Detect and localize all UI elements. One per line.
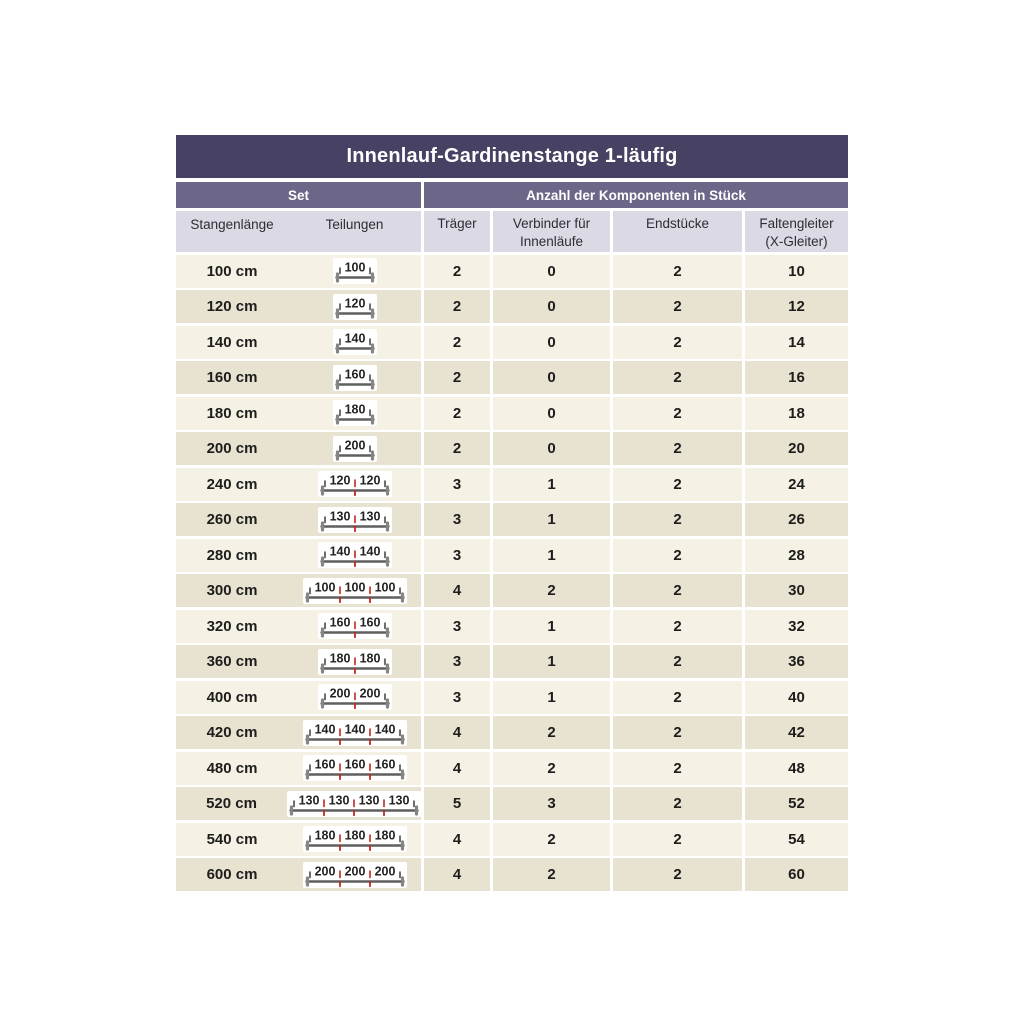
segment-length-label: 130 [329, 509, 350, 523]
rod-division-diagram [333, 294, 377, 320]
rod-division-diagram [287, 791, 421, 817]
verbinder-value: 0 [493, 290, 610, 323]
set-cell [176, 326, 421, 359]
traeger-value: 2 [424, 432, 490, 465]
endstuecke-value: 2 [613, 326, 742, 359]
rod-division-diagram [303, 862, 407, 888]
endstuecke-value: 2 [613, 290, 742, 323]
teilungen-diagram-wrap [288, 542, 421, 568]
endstuecke-value: 2 [613, 468, 742, 501]
set-cell [176, 361, 421, 394]
set-cell [176, 787, 421, 820]
table-row [176, 716, 848, 749]
endstuecke-value: 2 [613, 823, 742, 856]
faltengleiter-value: 20 [745, 432, 848, 465]
stangenlaenge-value: 240 cm [206, 475, 258, 493]
column-header-line: Verbinder für [512, 216, 591, 231]
traeger-value: 2 [424, 397, 490, 430]
verbinder-value: 1 [493, 681, 610, 714]
stangenlaenge-value: 120 cm [206, 298, 258, 315]
teilungen-diagram-wrap [288, 294, 421, 320]
rod-division-diagram [333, 400, 377, 426]
stangenlaenge-value: 600 cm [206, 866, 258, 883]
rod-division-diagram [303, 826, 407, 852]
column-header-endstuecke [613, 211, 742, 252]
endstuecke-value: 2 [613, 539, 742, 572]
teilungen-diagram-wrap [288, 755, 421, 781]
segment-length-label: 200 [344, 438, 365, 452]
table-row [176, 290, 848, 323]
column-header-line: Faltengleiter [759, 216, 834, 231]
faltengleiter-value: 42 [745, 716, 848, 749]
segment-length-label: 160 [329, 615, 350, 630]
faltengleiter-value: 40 [745, 681, 848, 714]
table-row [176, 432, 848, 465]
table-row [176, 397, 848, 430]
segment-length-label: 180 [314, 828, 335, 843]
faltengleiter-value: 18 [745, 397, 848, 430]
endstuecke-value: 2 [613, 574, 742, 607]
rod-division-diagram [318, 649, 392, 675]
table-row [176, 539, 848, 572]
set-cell [176, 681, 421, 714]
stangenlaenge-value: 140 cm [206, 333, 258, 351]
verbinder-value: 2 [493, 716, 610, 749]
teilungen-diagram-wrap [288, 826, 421, 852]
segment-length-label: 120 [359, 473, 380, 488]
verbinder-value: 3 [493, 787, 610, 820]
stangenlaenge-value: 300 cm [206, 582, 258, 599]
table-row [176, 858, 848, 891]
stangenlaenge-value: 480 cm [206, 759, 258, 777]
traeger-value: 2 [424, 255, 490, 288]
verbinder-value: 0 [493, 361, 610, 394]
stangenlaenge-value: 540 cm [206, 830, 258, 848]
set-cell [176, 823, 421, 856]
segment-length-label: 140 [374, 722, 395, 736]
column-header-line: Endstücke [645, 216, 710, 231]
faltengleiter-value: 28 [745, 539, 848, 572]
stangenlaenge-value: 180 cm [206, 404, 258, 422]
set-cell [176, 610, 421, 643]
column-header-teilungen: Teilungen [325, 217, 384, 232]
column-header-verbinder [493, 211, 610, 252]
traeger-value: 2 [424, 326, 490, 359]
teilungen-diagram-wrap [288, 649, 421, 675]
segment-length-label: 200 [329, 686, 350, 701]
verbinder-value: 0 [493, 432, 610, 465]
column-header-line: Innenläufe [519, 234, 584, 249]
section-header-set: Set [176, 182, 421, 208]
table-row [176, 255, 848, 288]
table-row [176, 468, 848, 501]
endstuecke-value: 2 [613, 716, 742, 749]
set-cell [176, 716, 421, 749]
teilungen-diagram-wrap [288, 684, 421, 710]
segment-length-label: 140 [314, 722, 335, 736]
segment-length-label: 160 [359, 615, 380, 630]
verbinder-value: 1 [493, 468, 610, 501]
product-spec-table [176, 135, 848, 894]
traeger-value: 2 [424, 361, 490, 394]
verbinder-value: 2 [493, 858, 610, 891]
traeger-value: 3 [424, 610, 490, 643]
table-row [176, 610, 848, 643]
verbinder-value: 1 [493, 539, 610, 572]
verbinder-value: 1 [493, 503, 610, 536]
set-cell [176, 539, 421, 572]
stangenlaenge-value: 520 cm [206, 795, 257, 812]
endstuecke-value: 2 [613, 645, 742, 678]
table-row [176, 361, 848, 394]
traeger-value: 3 [424, 645, 490, 678]
segment-length-label: 140 [344, 331, 365, 346]
endstuecke-value: 2 [613, 255, 742, 288]
faltengleiter-value: 12 [745, 290, 848, 323]
table-row [176, 787, 848, 820]
stangenlaenge-value: 160 cm [206, 369, 258, 386]
endstuecke-value: 2 [613, 787, 742, 820]
teilungen-diagram-wrap [288, 258, 421, 284]
rod-division-diagram [333, 329, 377, 355]
set-cell [176, 290, 421, 323]
segment-length-label: 120 [344, 296, 365, 310]
segment-length-label: 180 [344, 402, 365, 417]
segment-length-label: 130 [298, 793, 320, 807]
segment-length-label: 180 [359, 651, 380, 665]
segment-length-label: 140 [329, 544, 350, 559]
segment-length-label: 160 [344, 367, 365, 381]
table-title: Innenlauf-Gardinenstange 1-läufig [346, 145, 678, 167]
section-header-row [176, 182, 848, 208]
column-header-row [176, 211, 848, 252]
set-cell [176, 752, 421, 785]
endstuecke-value: 2 [613, 503, 742, 536]
faltengleiter-value: 14 [745, 326, 848, 359]
teilungen-diagram-wrap [288, 507, 421, 533]
table-row [176, 823, 848, 856]
column-header-faltengleiter [745, 211, 848, 252]
stangenlaenge-value: 260 cm [206, 511, 258, 528]
segment-length-label: 160 [314, 757, 335, 772]
traeger-value: 4 [424, 752, 490, 785]
segment-length-label: 140 [359, 544, 380, 559]
set-cell [176, 503, 421, 536]
set-cell [176, 432, 421, 465]
stangenlaenge-value: 280 cm [206, 546, 258, 564]
faltengleiter-value: 30 [745, 574, 848, 607]
endstuecke-value: 2 [613, 361, 742, 394]
faltengleiter-value: 32 [745, 610, 848, 643]
segment-length-label: 160 [344, 757, 365, 772]
rod-division-diagram [303, 755, 407, 781]
segment-length-label: 200 [374, 864, 395, 878]
faltengleiter-value: 26 [745, 503, 848, 536]
segment-length-label: 100 [314, 580, 335, 594]
column-header-line: Träger [437, 216, 477, 231]
column-header-traeger [424, 211, 490, 252]
rod-division-diagram [318, 471, 392, 497]
verbinder-value: 0 [493, 397, 610, 430]
endstuecke-value: 2 [613, 397, 742, 430]
traeger-value: 3 [424, 539, 490, 572]
teilungen-diagram-wrap [288, 365, 421, 391]
rod-division-diagram [318, 613, 392, 639]
segment-length-label: 200 [344, 864, 365, 878]
stangenlaenge-value: 400 cm [206, 688, 258, 706]
table-row [176, 574, 848, 607]
stangenlaenge-value: 360 cm [206, 653, 258, 670]
teilungen-diagram-wrap [288, 329, 421, 355]
traeger-value: 2 [424, 290, 490, 323]
verbinder-value: 0 [493, 255, 610, 288]
rod-division-diagram [333, 258, 377, 284]
segment-length-label: 180 [329, 651, 350, 665]
segment-length-label: 160 [374, 757, 395, 772]
endstuecke-value: 2 [613, 681, 742, 714]
set-cell [176, 645, 421, 678]
set-cell [176, 574, 421, 607]
traeger-value: 3 [424, 503, 490, 536]
traeger-value: 3 [424, 681, 490, 714]
faltengleiter-value: 52 [745, 787, 848, 820]
teilungen-diagram-wrap [288, 862, 421, 888]
teilungen-diagram-wrap [288, 400, 421, 426]
traeger-value: 4 [424, 858, 490, 891]
traeger-value: 4 [424, 574, 490, 607]
header-cell-set [176, 211, 421, 252]
table-row [176, 326, 848, 359]
table-row [176, 645, 848, 678]
verbinder-value: 0 [493, 326, 610, 359]
stangenlaenge-value: 200 cm [206, 440, 258, 457]
faltengleiter-value: 54 [745, 823, 848, 856]
teilungen-diagram-wrap [288, 578, 421, 604]
segment-length-label: 130 [359, 509, 380, 523]
stangenlaenge-value: 420 cm [206, 724, 258, 741]
segment-length-label: 180 [344, 828, 365, 843]
segment-length-label: 200 [314, 864, 335, 878]
teilungen-diagram-wrap [288, 720, 421, 746]
rod-division-diagram [318, 684, 392, 710]
segment-length-label: 130 [388, 793, 410, 807]
traeger-value: 5 [424, 787, 490, 820]
segment-length-label: 100 [344, 580, 365, 594]
section-header-components: Anzahl der Komponenten in Stück [424, 182, 848, 208]
segment-length-label: 130 [358, 793, 380, 807]
set-cell [176, 255, 421, 288]
endstuecke-value: 2 [613, 858, 742, 891]
teilungen-diagram-wrap [287, 791, 421, 817]
rod-division-diagram [333, 365, 377, 391]
teilungen-diagram-wrap [288, 436, 421, 462]
segment-length-label: 120 [329, 473, 350, 488]
segment-length-label: 130 [328, 793, 350, 807]
verbinder-value: 1 [493, 645, 610, 678]
verbinder-value: 2 [493, 752, 610, 785]
endstuecke-value: 2 [613, 752, 742, 785]
endstuecke-value: 2 [613, 432, 742, 465]
rod-division-diagram [303, 578, 407, 604]
faltengleiter-value: 24 [745, 468, 848, 501]
traeger-value: 3 [424, 468, 490, 501]
rod-division-diagram [318, 542, 392, 568]
traeger-value: 4 [424, 716, 490, 749]
verbinder-value: 2 [493, 823, 610, 856]
table-body [176, 255, 848, 892]
segment-length-label: 140 [344, 722, 365, 736]
segment-length-label: 100 [344, 260, 365, 275]
segment-length-label: 180 [374, 828, 395, 843]
column-header-stangenlaenge: Stangenlänge [190, 217, 274, 232]
faltengleiter-value: 60 [745, 858, 848, 891]
rod-division-diagram [333, 436, 377, 462]
faltengleiter-value: 16 [745, 361, 848, 394]
column-header-line: (X-Gleiter) [765, 234, 828, 249]
rod-division-diagram [318, 507, 392, 533]
verbinder-value: 1 [493, 610, 610, 643]
table-row [176, 752, 848, 785]
endstuecke-value: 2 [613, 610, 742, 643]
set-cell [176, 858, 421, 891]
faltengleiter-value: 48 [745, 752, 848, 785]
faltengleiter-value: 36 [745, 645, 848, 678]
set-cell [176, 397, 421, 430]
table-title-bar [176, 135, 848, 178]
stangenlaenge-value: 100 cm [206, 262, 258, 280]
teilungen-diagram-wrap [288, 613, 421, 639]
verbinder-value: 2 [493, 574, 610, 607]
rod-division-diagram [303, 720, 407, 746]
segment-length-label: 100 [374, 580, 395, 594]
table-row [176, 681, 848, 714]
segment-length-label: 200 [359, 686, 380, 701]
faltengleiter-value: 10 [745, 255, 848, 288]
teilungen-diagram-wrap [288, 471, 421, 497]
set-cell [176, 468, 421, 501]
stangenlaenge-value: 320 cm [206, 617, 258, 635]
traeger-value: 4 [424, 823, 490, 856]
table-row [176, 503, 848, 536]
